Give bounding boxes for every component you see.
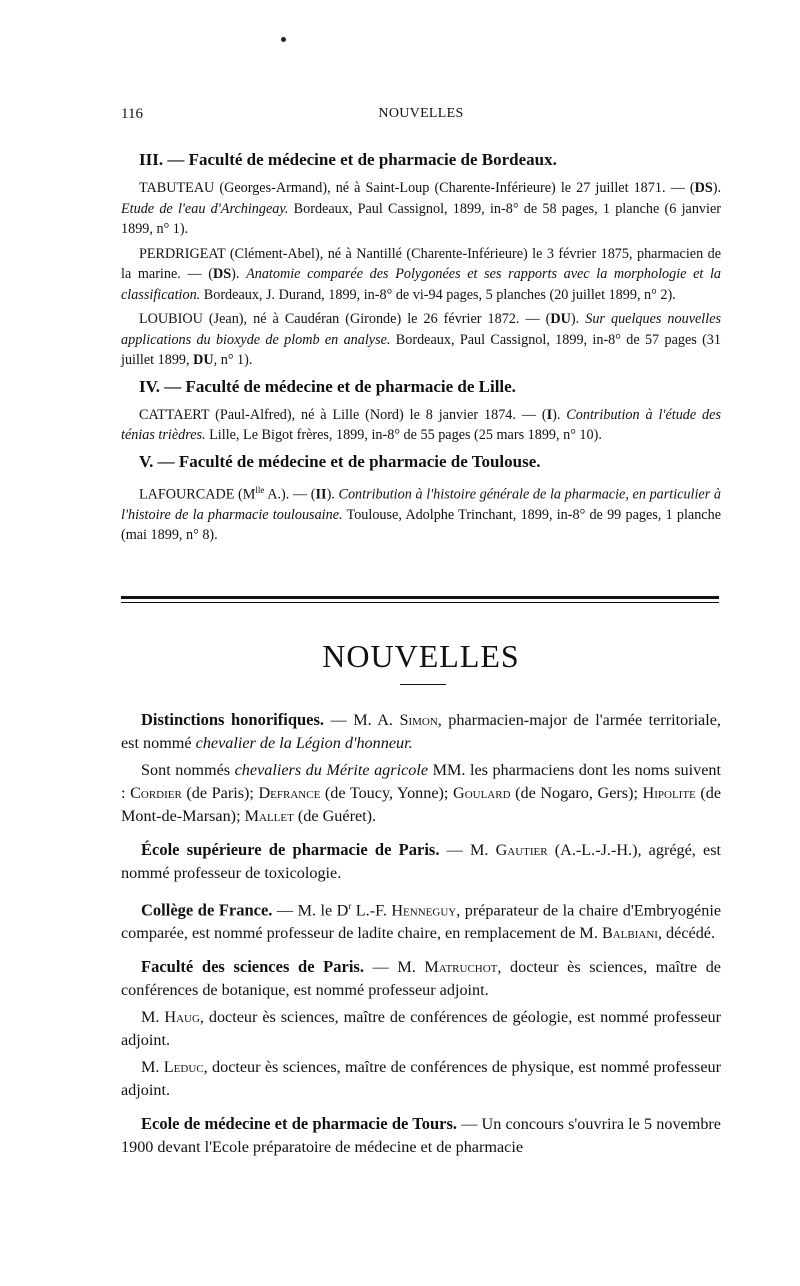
- double-rule: [121, 596, 719, 603]
- theses-section: [121, 150, 721, 550]
- tours-p: Ecole de médecine et de pharmacie de Tours. — Un concours s'ouvrira le 5 novembre 1900 devant l'Ecole préparatoire de médecine et de pharmacie: [121, 1114, 721, 1157]
- entry-loubiou: LOUBIOU (Jean), né à Caudéran (Gironde) le 26 février 1872. — (DU). Sur quelques nouvelles applications du bioxyde de plomb en analyse. Bordeaux, Paul Cassignol, 1899, in-8° de 57 pages (31 juillet 1899, DU, n° 1).: [121, 311, 722, 368]
- distinctions-p1: Distinctions honorifiques. — M. A. Simon, pharmacien-major de l'armée territoriale, est nommé chevalier de la Légion d'honneur.: [121, 710, 721, 752]
- ecole-paris-p: École supérieure de pharmacie de Paris. — M. Gautier (A.-L.-J.-H.), agrégé, est nommé professeur de toxicologie.: [121, 840, 721, 882]
- faculte-sciences-p3: M. Leduc, docteur ès sciences, maître de conférences de physique, est nommé professeur adjoint.: [121, 1058, 721, 1100]
- entry-tabuteau: TABUTEAU (Georges-Armand), né à Saint-Loup (Charente-Inférieure) le 27 juillet 1871. — (DS). Etude de l'eau d'Archingeay. Bordeaux, Paul Cassignol, 1899, in-8° de 58 pages, 1 planche (6 janvier 1899, n° 1).: [121, 180, 721, 237]
- heading-toulouse: V. — Faculté de médecine et de pharmacie de Toulouse.: [139, 451, 541, 471]
- heading-lille: IV. — Faculté de médecine et de pharmacie de Lille.: [139, 376, 516, 396]
- faculte-sciences-p1: Faculté des sciences de Paris. — M. Matruchot, docteur ès sciences, maître de conférences de botanique, est nommé professeur adjoint.: [121, 957, 721, 1000]
- faculte-sciences-p2: M. Haug, docteur ès sciences, maître de conférences de géologie, est nommé professeur adjoint.: [121, 1008, 721, 1050]
- distinctions-p2: Sont nommés chevaliers du Mérite agricole MM. les pharmaciens dont les noms suivent : Cordier (de Paris); Defrance (de Toucy, Yonne); Goulard (de Nogaro, Gers); Hipolite (de Mont-de-Marsan); Mallet (de Guéret).: [121, 761, 722, 825]
- page-speck: [281, 37, 286, 42]
- page-number: 116: [121, 106, 143, 122]
- title-underline: [400, 684, 446, 685]
- heading-bordeaux: III. — Faculté de médecine et de pharmacie de Bordeaux.: [139, 150, 557, 169]
- running-title: NOUVELLES: [378, 106, 464, 121]
- running-header: [121, 106, 721, 126]
- nouvelles-section: [121, 708, 721, 1163]
- entry-cattaert: CATTAERT (Paul-Alfred), né à Lille (Nord) le 8 janvier 1874. — (I). Contribution à l'étude des ténias trièdres. Lille, Le Bigot frères, 1899, in-8° de 55 pages (25 mars 1899, n° 10).: [121, 406, 721, 443]
- college-p: Collège de France. — M. le $D^r$ L.-F. Henneguy, préparateur de la chaire d'Embryogénie comparée, est nommé professeur de ladite chaire, en remplacement de M. Balbiani, décédé.: [121, 900, 722, 943]
- entry-perdrigeat: PERDRIGEAT (Clément-Abel), né à Nantillé (Charente-Inférieure) le 3 février 1875, pharmacien de la marine. — (DS). Anatomie comparée des Polygonées et ses rapports avec la morphologie et la classification. Bordeaux, J. Durand, 1899, in-8° de vi-94 pages, 5 planches (20 juillet 1899, n° 2).: [121, 245, 721, 303]
- entry-lafourcade: LAFOURCADE ($M^{lle}$ A.). — (II). Contribution à l'histoire générale de la pharmacie, en particulier à l'histoire de la pharmacie toulousaine. Toulouse, Adolphe Trinchant, 1899, in-8° de 99 pages, 1 planche (mai 1899, n° 8).: [121, 484, 721, 544]
- section-title-nouvelles: NOUVELLES: [322, 638, 520, 674]
